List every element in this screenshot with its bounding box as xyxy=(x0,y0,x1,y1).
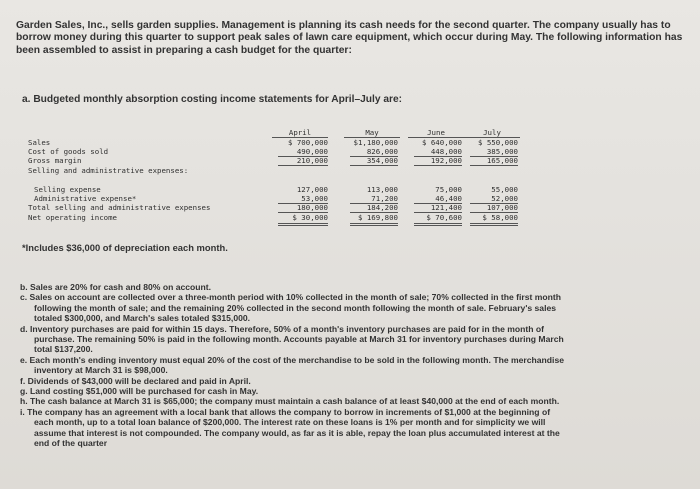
cell-admin-june: 46,400 xyxy=(435,194,462,203)
cell-total-sa-july: 107,000 xyxy=(486,203,518,212)
item-h-text: h. The cash balance at March 31 is $65,000; the company must maintain a cash balance of at least $40,000 at the end of each month. xyxy=(20,396,560,407)
cell-gm-april: 210,000 xyxy=(296,156,328,165)
list-item xyxy=(20,386,688,396)
total-rule xyxy=(414,165,462,166)
cell-sales-april: $ 700,000 xyxy=(287,138,328,147)
cell-admin-july: 52,000 xyxy=(491,194,518,203)
col-header-june: June xyxy=(427,128,445,137)
cell-selling-june: 75,000 xyxy=(435,185,462,194)
item-d-cont: purchase. The remaining 50% is paid in the following month. Accounts payable at March 31 for inventory purchases during March xyxy=(34,334,564,345)
col-header-april: April xyxy=(288,128,312,137)
total-rule xyxy=(278,165,328,166)
assumption-list xyxy=(20,282,688,449)
item-e-text: e. Each month's ending inventory must equal 20% of the cost of the merchandise to be sold in the following month. The merchandise xyxy=(20,354,564,365)
cell-noi-april: $ 30,000 xyxy=(292,213,328,222)
cell-cogs-may: 826,000 xyxy=(366,147,398,156)
intro-paragraph: Garden Sales, Inc., sells garden supplies. Management is planning its cash needs for the second quarter. The company usually has to borrow money during this quarter to support peak sales of lawn care equipment, which occur during May. The following information has been assembled to assist in preparing a cash budget for the quarter: xyxy=(16,20,683,56)
row-label-sa-heading: Selling and administrative expenses: xyxy=(28,166,189,175)
cell-gm-june: 192,000 xyxy=(430,156,462,165)
item-c-cont: totaled $300,000, and March's sales totaled $315,000. xyxy=(34,313,251,324)
cell-admin-may: 71,200 xyxy=(371,194,398,203)
item-i-text: i. The company has an agreement with a local bank that allows the company to borrow in increments of $1,000 at the beginning of xyxy=(20,406,551,417)
cell-selling-may: 113,000 xyxy=(366,185,398,194)
list-item xyxy=(20,282,688,292)
cell-noi-june: $ 70,600 xyxy=(426,213,462,222)
cell-noi-may: $ 169,800 xyxy=(357,213,398,222)
total-rule xyxy=(350,165,398,166)
item-g-text: g. Land costing $51,000 will be purchased for cash in May. xyxy=(20,386,259,397)
row-label-admin: Administrative expense* xyxy=(34,194,137,203)
list-item xyxy=(20,376,688,386)
col-header-july: July xyxy=(483,128,501,137)
col-header-may: May xyxy=(365,128,379,137)
item-f-text: f. Dividends of $43,000 will be declared and paid in April. xyxy=(20,375,251,386)
row-label-cogs: Cost of goods sold xyxy=(28,147,109,156)
row-label-gross-margin: Gross margin xyxy=(28,156,82,165)
cell-sales-may: $1,180,000 xyxy=(353,138,398,147)
row-label-selling: Selling expense xyxy=(34,185,101,194)
item-i-cont: each month, up to a total loan balance of $200,000. The interest rate on these loans is 1% per month and for simplicity we will xyxy=(34,417,546,428)
row-label-total-sa: Total selling and administrative expenses xyxy=(28,203,211,212)
total-rule xyxy=(470,165,518,166)
section-a-heading: a. Budgeted monthly absorption costing income statements for April–July are: xyxy=(22,94,403,105)
double-rule xyxy=(470,223,518,226)
cell-admin-april: 53,000 xyxy=(301,194,328,203)
list-item xyxy=(20,324,688,355)
item-c-cont: following the month of sale; and the remaining 20% collected in the second month following the month of sale. February's sales xyxy=(34,302,557,313)
cell-total-sa-april: 180,000 xyxy=(296,203,328,212)
cell-sales-june: $ 640,000 xyxy=(421,138,462,147)
double-rule xyxy=(350,223,398,226)
depreciation-footnote: *Includes $36,000 of depreciation each month. xyxy=(22,242,228,253)
item-d-cont: total $137,200. xyxy=(34,344,93,355)
item-c-text: c. Sales on account are collected over a three-month period with 10% collected in the month of sale; 70% collected in the first month xyxy=(20,292,562,303)
cell-total-sa-june: 121,400 xyxy=(430,203,462,212)
item-i-cont: assume that interest is not compounded. The company would, as far as it is able, repay the loan plus accumulated interest at the xyxy=(34,427,560,438)
item-e-cont: inventory at March 31 is $98,000. xyxy=(34,365,168,376)
list-item xyxy=(20,407,688,449)
double-rule xyxy=(278,223,328,226)
row-label-noi: Net operating income xyxy=(28,213,117,222)
cell-selling-april: 127,000 xyxy=(296,185,328,194)
item-i-cont: end of the quarter xyxy=(34,438,108,449)
list-item xyxy=(20,355,688,376)
cell-selling-july: 55,000 xyxy=(491,185,518,194)
cell-noi-july: $ 58,000 xyxy=(482,213,518,222)
list-item xyxy=(20,396,688,406)
item-d-text: d. Inventory purchases are paid for within 15 days. Therefore, 50% of a month's inventory purchases are paid for in the month of xyxy=(20,323,544,334)
cell-gm-may: 354,000 xyxy=(366,156,398,165)
cell-gm-july: 165,000 xyxy=(486,156,518,165)
cell-cogs-april: 490,000 xyxy=(296,147,328,156)
double-rule xyxy=(414,223,462,226)
item-b-text: b. Sales are 20% for cash and 80% on account. xyxy=(20,282,212,292)
cell-cogs-july: 385,000 xyxy=(486,147,518,156)
row-label-sales: Sales xyxy=(28,138,51,147)
cell-cogs-june: 448,000 xyxy=(430,147,462,156)
cell-sales-july: $ 550,000 xyxy=(477,138,518,147)
cell-total-sa-may: 184,200 xyxy=(366,203,398,212)
list-item xyxy=(20,292,688,323)
income-statement-table xyxy=(28,128,518,236)
